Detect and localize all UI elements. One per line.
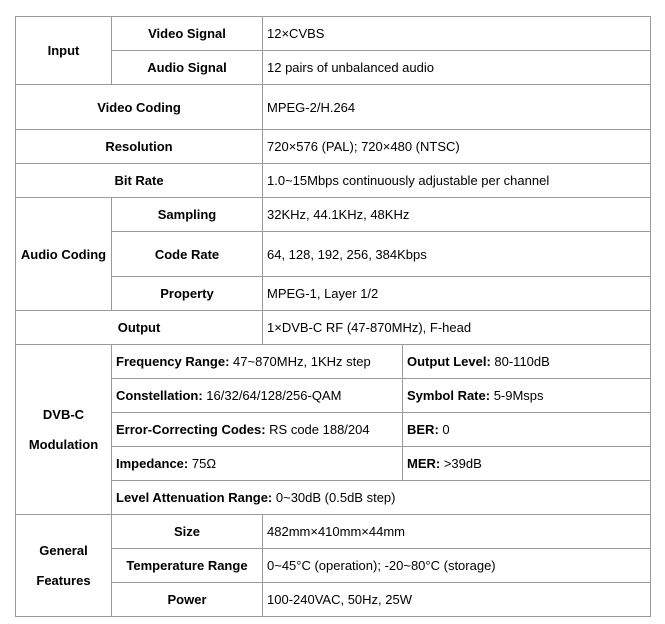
ber-key: BER: <box>407 422 439 437</box>
spec-row <box>16 164 651 198</box>
output-level-key: Output Level: <box>407 354 491 369</box>
sampling-value: 32KHz, 44.1KHz, 48KHz <box>263 198 651 232</box>
general-label-line2: Features <box>36 573 91 588</box>
attenuation-value: 0~30dB (0.5dB step) <box>272 490 396 505</box>
spec-row <box>16 447 651 481</box>
mer-key: MER: <box>407 456 441 471</box>
input-label: Input <box>16 17 112 85</box>
impedance-cell <box>112 447 403 481</box>
size-label: Size <box>112 515 263 549</box>
temperature-range-label: Temperature Range <box>112 549 263 583</box>
constellation-key: Constellation: <box>116 388 203 403</box>
spec-row <box>16 130 651 164</box>
output-level-value: 80-110dB <box>490 354 550 369</box>
output-label: Output <box>16 311 263 345</box>
power-value: 100-240VAC, 50Hz, 25W <box>263 583 651 617</box>
constellation-cell <box>112 379 403 413</box>
sampling-label: Sampling <box>112 198 263 232</box>
ber-value: 0 <box>438 422 450 437</box>
ber-cell <box>403 413 651 447</box>
video-coding-value: MPEG-2/H.264 <box>263 85 651 130</box>
property-value: MPEG-1, Layer 1/2 <box>263 277 651 311</box>
spec-row <box>16 17 651 51</box>
mer-value: >39dB <box>440 456 482 471</box>
impedance-key: Impedance: <box>116 456 189 471</box>
temperature-range-value: 0~45°C (operation); -20~80°C (storage) <box>263 549 651 583</box>
general-features-label <box>16 515 112 617</box>
size-value: 482mm×410mm×44mm <box>263 515 651 549</box>
frequency-range-key: Frequency Range: <box>116 354 230 369</box>
attenuation-cell <box>112 481 651 515</box>
symbol-rate-key: Symbol Rate: <box>407 388 491 403</box>
spec-row <box>16 277 651 311</box>
audio-signal-value: 12 pairs of unbalanced audio <box>263 51 651 85</box>
spec-row <box>16 311 651 345</box>
spec-row <box>16 85 651 130</box>
spec-row <box>16 481 651 515</box>
code-rate-label: Code Rate <box>112 232 263 277</box>
spec-row <box>16 379 651 413</box>
code-rate-value: 64, 128, 192, 256, 384Kbps <box>263 232 651 277</box>
ecc-key: Error-Correcting Codes: <box>116 422 266 437</box>
mer-cell <box>403 447 651 481</box>
resolution-value: 720×576 (PAL); 720×480 (NTSC) <box>263 130 651 164</box>
audio-signal-label: Audio Signal <box>112 51 263 85</box>
frequency-range-value: 47~870MHz, 1KHz step <box>229 354 371 369</box>
spec-row <box>16 232 651 277</box>
video-signal-value: 12×CVBS <box>263 17 651 51</box>
ecc-cell <box>112 413 403 447</box>
spec-row <box>16 198 651 232</box>
dvbc-label-line1: DVB-C <box>42 407 85 422</box>
dvbc-label-line2: Modulation <box>28 437 99 452</box>
ecc-value: RS code 188/204 <box>265 422 370 437</box>
spec-table <box>15 16 651 617</box>
constellation-value: 16/32/64/128/256-QAM <box>202 388 342 403</box>
frequency-range-cell <box>112 345 403 379</box>
bit-rate-value: 1.0~15Mbps continuously adjustable per channel <box>263 164 651 198</box>
symbol-rate-value: 5-9Msps <box>490 388 544 403</box>
spec-row <box>16 583 651 617</box>
video-signal-label: Video Signal <box>112 17 263 51</box>
spec-row <box>16 51 651 85</box>
symbol-rate-cell <box>403 379 651 413</box>
impedance-value: 75Ω <box>188 456 217 471</box>
spec-row <box>16 413 651 447</box>
power-label: Power <box>112 583 263 617</box>
attenuation-key: Level Attenuation Range: <box>116 490 273 505</box>
general-label-line1: General <box>39 543 88 558</box>
spec-table-container <box>15 16 650 617</box>
spec-row <box>16 345 651 379</box>
resolution-label: Resolution <box>16 130 263 164</box>
output-value: 1×DVB-C RF (47-870MHz), F-head <box>263 311 651 345</box>
spec-row <box>16 515 651 549</box>
property-label: Property <box>112 277 263 311</box>
bit-rate-label: Bit Rate <box>16 164 263 198</box>
dvbc-modulation-label <box>16 345 112 515</box>
spec-row <box>16 549 651 583</box>
output-level-cell <box>403 345 651 379</box>
video-coding-label: Video Coding <box>16 85 263 130</box>
audio-coding-label: Audio Coding <box>16 198 112 311</box>
